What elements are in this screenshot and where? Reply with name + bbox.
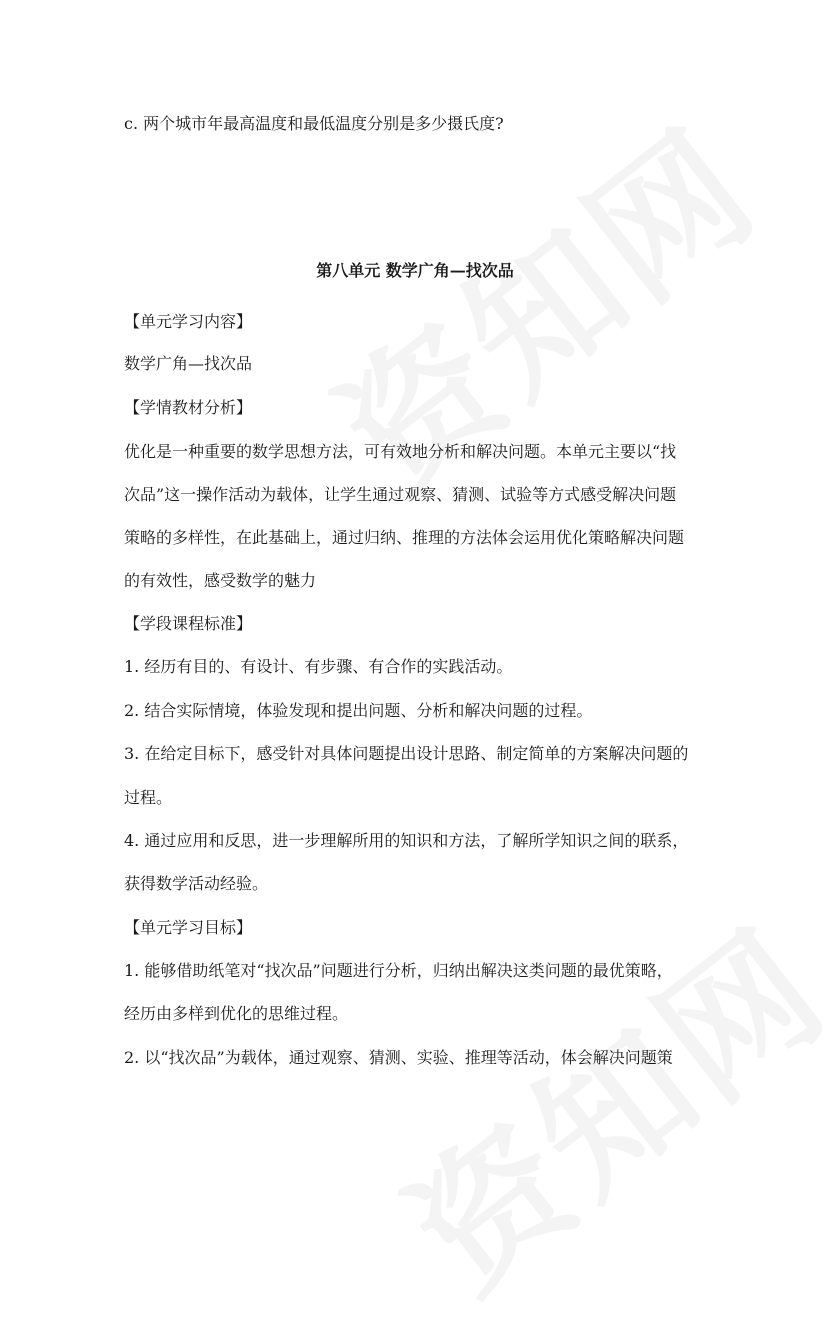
unit-title: 第八单元 数学广角—找次品: [316, 261, 514, 280]
analysis-line: 优化是一种重要的数学思想方法，可有效地分析和解决问题。本单元主要以“找: [124, 442, 677, 461]
goal-item: 1. 能够借助纸笔对“找次品”问题进行分析，归纳出解决这类问题的最优策略，: [124, 961, 673, 980]
goal-item-cont: 经历由多样到优化的思维过程。: [124, 1004, 349, 1023]
analysis-line: 的有效性，感受数学的魅力: [124, 571, 317, 590]
standard-item: 1. 经历有目的、有设计、有步骤、有合作的实践活动。: [124, 657, 513, 676]
analysis-heading: 【学情教材分析】: [124, 398, 253, 417]
standard-item: 2. 结合实际情境，体验发现和提出问题、分析和解决问题的过程。: [124, 701, 593, 720]
standard-item-cont: 获得数学活动经验。: [124, 874, 269, 893]
analysis-line: 次品”这一操作活动为载体，让学生通过观察、猜测、试验等方式感受解决问题: [124, 485, 677, 504]
content-heading: 【单元学习内容】: [124, 312, 253, 331]
goal-heading: 【单元学习目标】: [124, 918, 253, 937]
analysis-line: 策略的多样性，在此基础上，通过归纳、推理的方法体会运用优化策略解决问题: [124, 528, 685, 547]
question-c: c. 两个城市年最高温度和最低温度分别是多少摄氏度?: [124, 114, 504, 133]
standard-item: 3. 在给定目标下，感受针对具体问题提出设计思路、制定简单的方案解决问题的: [124, 744, 689, 763]
watermark-bottom: [360, 872, 830, 1330]
goal-item: 2. 以“找次品”为载体，通过观察、猜测、实验、推理等活动，体会解决问题策: [124, 1048, 673, 1067]
standard-item: 4. 通过应用和反思，进一步理解所用的知识和方法，了解所学知识之间的联系，: [124, 831, 689, 850]
standard-item-cont: 过程。: [124, 788, 173, 807]
standard-heading: 【学段课程标准】: [124, 614, 253, 633]
content-text: 数学广角—找次品: [124, 354, 253, 373]
